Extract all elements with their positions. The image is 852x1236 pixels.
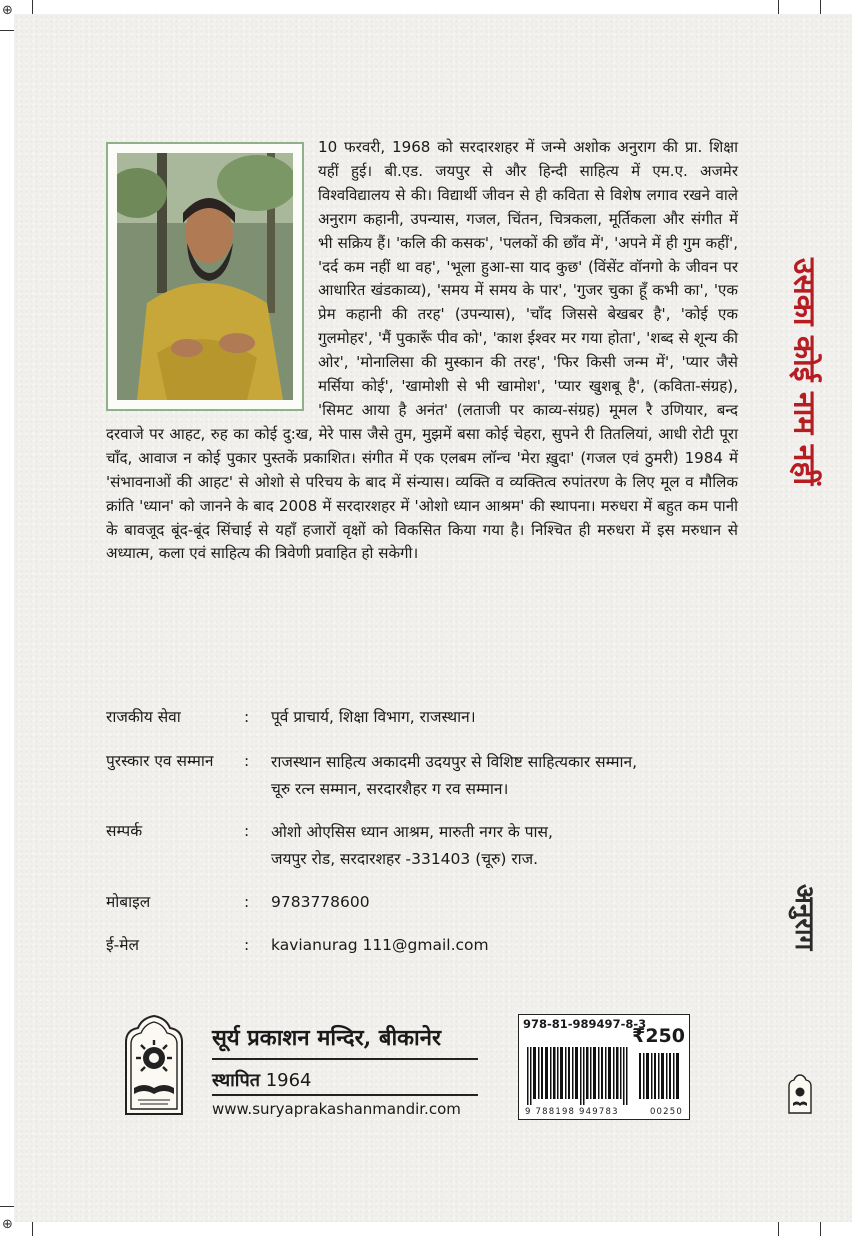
publisher-established: [212, 1068, 312, 1092]
info-value: [271, 933, 731, 957]
info-label: राजकीय सेवा: [106, 708, 181, 726]
spine-author: अनुराग: [789, 884, 819, 951]
info-separator: :: [244, 822, 250, 840]
info-separator: :: [244, 936, 250, 954]
info-value: [271, 819, 731, 873]
photo-spacer: [106, 136, 318, 418]
crop-mark: [820, 0, 821, 14]
registration-mark-icon: ⊕: [2, 1217, 13, 1232]
info-label: पुरस्कार एव सम्मान: [106, 752, 214, 770]
info-label: सम्पर्क: [106, 822, 143, 840]
barcode-digits: 9 788198 949783: [525, 1107, 619, 1117]
publisher-divider: [212, 1094, 478, 1096]
crop-mark: [778, 1222, 779, 1236]
info-value-line: राजस्थान साहित्य अकादमी उदयपुर से विशिष्ट साहित्यकार सम्मान,: [271, 753, 638, 771]
established-label: स्थापित: [212, 1070, 260, 1091]
spine-title: उसका कोई नाम नहीं: [786, 258, 822, 486]
info-value-line: पूर्व प्राचार्य, शिक्षा विभाग, राजस्थान।: [271, 708, 476, 726]
crop-mark: [0, 1206, 14, 1207]
book-price: ₹250: [632, 1025, 685, 1047]
publisher-divider: [212, 1058, 478, 1060]
isbn-number: 978-81-989497-8-3: [523, 1017, 647, 1031]
info-value-line: जयपुर रोड, सरदारशहर -331403 (चूरु) राज.: [271, 850, 539, 868]
publisher-logo-icon: [120, 1014, 188, 1116]
crop-mark: [820, 1222, 821, 1236]
barcode-bars: [527, 1047, 683, 1105]
info-separator: :: [244, 708, 250, 726]
crop-mark: [0, 30, 14, 31]
info-label: ई-मेल: [106, 936, 139, 954]
info-value: [271, 749, 731, 803]
spine-logo-icon: [786, 1074, 814, 1114]
info-separator: :: [244, 893, 250, 911]
info-label: मोबाइल: [106, 893, 151, 911]
biography-text: 10 फरवरी, 1968 को सरदारशहर में जन्मे अशोक अनुराग की प्रा. शिक्षा यहीं हुई। बी.एड. जयपुर से और हिन्दी साहित्य में एम.ए. अजमेर विश्वविद्यालय से की। विद्यार्थी जीवन से ही कविता से विशेष लगाव रखने वाले अनुराग कहानी, उपन्यास, गजल, चिंतन, चित्रकला, मूर्तिकला और संगीत में भी सक्रिय हैं। 'कलि की कसक', 'पलकों की छाँव में', 'अपने में ही गुम कहीं', 'दर्द कम नहीं था वह', 'भूला हुआ-सा याद कुछ' (विंसेंट वॉनगो के जीवन पर आधारित खंडकाव्य), 'समय में समय के पार', 'गुजर चुका हूँ कभी का', 'एक प्रेम कहानी की तरह' (उपन्यास), 'चाँद जिससे बेखबर है', 'कोई एक गुलमोहर', 'मैं पुकारूँ पीव को', 'काश ईश्वर मर गया होता', 'शब्द से शून्य की ओर', 'मोनालिसा की मुस्कान की तरह', 'फिर किसी जन्म में', 'प्यार जैसे मर्सिया कोई', 'खामोशी से भी खामोश', 'प्यार खुशबू है', (कविता-संग्रह), 'सिमट आया है अनंत' (लताजी पर काव्य-संग्रह) मूमल रै उणियार, बन्द दरवाजे पर आहट, रुह का कोई दु:ख, मेरे पास जैसे तुम, मुझमें बसा कोई चेहरा, सुपने री तितलियां, आधी रोटी पूरा चाँद, आवाज न कोई पुकार पुस्तकें प्रकाशित। संगीत में एक एलबम लॉन्च 'मेरा ख़ुदा' (गजल एवं ठुमरी) 1984 में 'संभावनाओं की आहट' से ओशो से परिचय के बाद में संन्यास। व्यक्ति व व्यक्तित्व रुपांतरण के लिए मूल व मौलिक क्रांति 'ध्यान' को जानने के बाद 2008 में सरदारशहर में 'ओशो ध्यान आश्रम' की स्थापना। मरुधरा में बहुत कम पानी के बावजूद बूंद-बूंद सिंचाई से यहाँ हजारों वृक्षों को विकसित किया गया है। निश्चित ही मरुधरा में इस मरुधान से अध्यात्म, कला एवं साहित्य की त्रिवेणी प्रवाहित हो सकेगी।: [106, 138, 738, 563]
isbn-barcode: [518, 1014, 690, 1120]
barcode-addon: 00250: [649, 1107, 683, 1117]
info-value-line: 9783778600: [271, 893, 370, 911]
registration-mark-icon: ⊕: [2, 3, 13, 18]
info-value-line: ओशो ओएसिस ध्यान आश्रम, मारुती नगर के पास,: [271, 823, 553, 841]
publisher-name: सूर्य प्रकाशन मन्दिर, बीकानेर: [212, 1025, 441, 1051]
info-value: [271, 890, 731, 914]
established-year: 1964: [265, 1070, 312, 1091]
crop-mark: [32, 0, 33, 14]
info-value-line: चूरु रत्न सम्मान, सरदारशैहर ग रव सम्मान।: [271, 780, 509, 798]
crop-mark: [778, 0, 779, 14]
author-biography: [106, 136, 738, 566]
crop-mark: [32, 1222, 33, 1236]
info-value: [271, 705, 731, 729]
publisher-website: www.suryaprakashanmandir.com: [212, 1100, 461, 1118]
info-value-line: kavianurag 111@gmail.com: [271, 936, 489, 954]
info-separator: :: [244, 752, 250, 770]
